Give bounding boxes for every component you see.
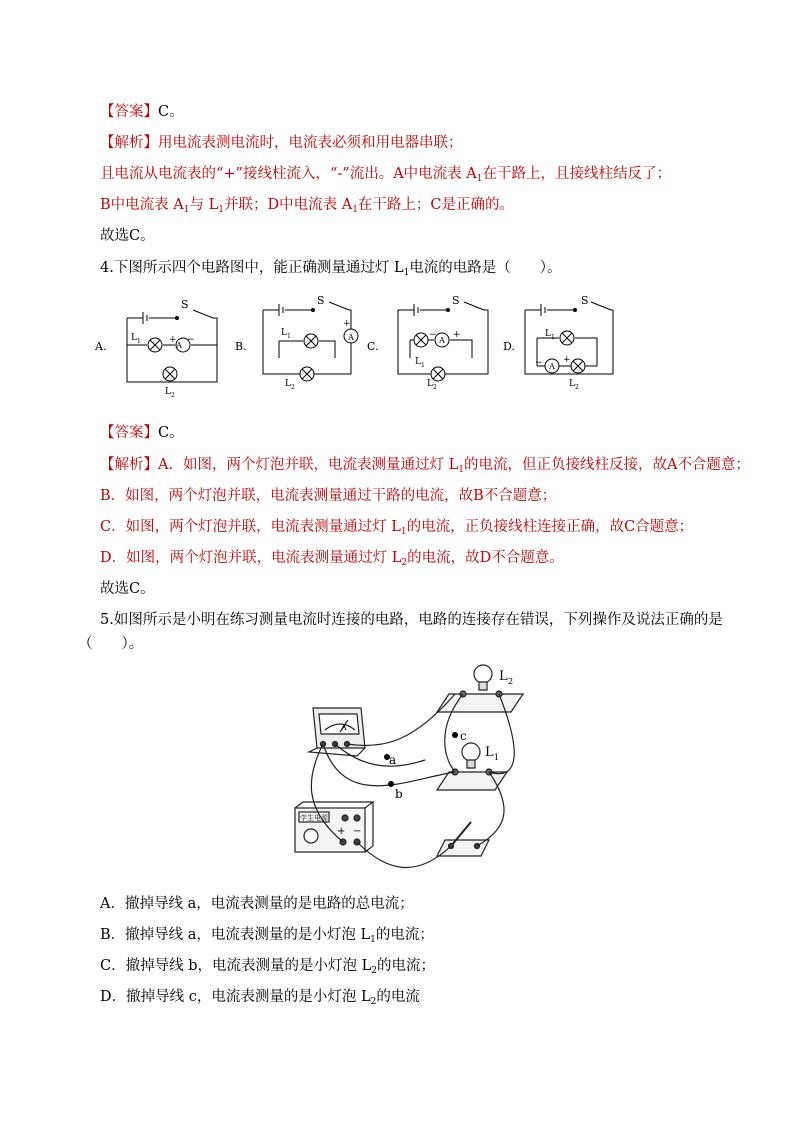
- subscript: 1: [183, 205, 190, 215]
- subscript: 1: [352, 205, 358, 215]
- lamp-board-l2: [437, 694, 523, 712]
- option-label-b: B.: [235, 340, 247, 353]
- label-l2: L: [499, 669, 508, 684]
- q5-option-b: [100, 925, 434, 950]
- switch-label: S: [452, 294, 460, 307]
- label-a: a: [389, 753, 397, 767]
- option-label-a: A.: [95, 340, 107, 353]
- bulb-l1-icon: [462, 743, 480, 761]
- lamp-board-l1: [437, 772, 507, 790]
- analysis-text: A．如图，两个灯泡并联，电流表测量通过灯 L: [158, 457, 459, 473]
- lamp-label: L: [285, 379, 291, 389]
- q5-option-a: A．撤掉导线 a，电流表测量的是电路的总电流；: [100, 896, 414, 912]
- answer-value: C。: [158, 425, 184, 441]
- q3-analysis-line3: [100, 195, 514, 220]
- power-supply-label: 学生电源: [300, 814, 328, 822]
- ammeter-symbol: A: [176, 341, 182, 350]
- subscript: 1: [370, 935, 376, 945]
- lamp-label: L: [165, 387, 171, 397]
- lamp-sub: 1: [421, 362, 425, 369]
- switch-label: S: [317, 294, 325, 307]
- q3-answer: [100, 102, 184, 122]
- label-l2-sub: 2: [508, 677, 514, 686]
- analysis-text: 并联；D中电流表 A: [223, 197, 353, 213]
- lamp-label: L: [545, 329, 551, 339]
- lamp-sub: 1: [287, 333, 291, 340]
- q4-analysis-b: B．如图，两个灯泡并联，电流表测量通过干路的电流，故B不合题意；: [100, 488, 557, 504]
- label-l1-sub: 1: [494, 753, 500, 762]
- bulb-l2-icon: [474, 665, 492, 683]
- plus-sign: +: [169, 335, 177, 345]
- answer-tag: 【答案】: [100, 104, 158, 120]
- circuit-a: [127, 310, 217, 382]
- ammeter-symbol: A: [348, 333, 354, 342]
- minus-sign: −: [429, 330, 437, 340]
- option-text: 的电流；: [375, 927, 434, 943]
- subscript: 1: [218, 205, 224, 215]
- q4-answer: [100, 423, 184, 443]
- option-text: C．撤掉导线 b，电流表测量的是小灯泡 L: [100, 958, 372, 974]
- analysis-text: 在干路上；C是正确的。: [357, 197, 515, 213]
- circuit-b: [263, 302, 358, 381]
- answer-value: C。: [158, 104, 184, 120]
- ammeter-symbol: A: [439, 336, 445, 345]
- analysis-text: 在干路上，且接线柱结反了；: [482, 166, 671, 182]
- lamp-sub: 2: [575, 384, 579, 391]
- q4-conclusion: 故选C。: [100, 581, 155, 597]
- switch-icon: [437, 840, 489, 856]
- analysis-text: B中电流表 A: [100, 197, 184, 213]
- lamp-sub: 2: [433, 384, 437, 391]
- q5-option-d: [100, 987, 420, 1012]
- option-text: 的电流: [376, 989, 420, 1005]
- plus-sign: +: [343, 319, 351, 329]
- q5-stem-line2: （ ）。: [78, 636, 144, 652]
- q4-circuit-diagrams: [95, 292, 635, 402]
- analysis-text: 与 L: [189, 197, 219, 213]
- plus-sign: +: [453, 330, 461, 340]
- label-c: c: [460, 729, 467, 743]
- label-b: b: [395, 787, 403, 801]
- stem-text: 电流的电路是（ ）。: [409, 260, 562, 276]
- lamp-label: L: [415, 357, 421, 367]
- minus-sign: −: [187, 335, 195, 345]
- switch-label: S: [581, 294, 589, 307]
- plus-sign: +: [337, 826, 346, 837]
- q5-stem-line1: 5.如图所示是小明在练习测量电流时连接的电路，电路的连接存在错误，下列操作及说法正确的是: [100, 612, 723, 628]
- analysis-tag: 【解析】: [100, 135, 158, 151]
- option-text: B．撤掉导线 a，电流表测量的是小灯泡 L: [100, 927, 371, 943]
- q3-analysis-line1: [100, 133, 463, 153]
- subscript: 1: [458, 465, 464, 475]
- lamp-sub: 1: [551, 334, 555, 341]
- stem-text: 4.下图所示四个电路图中，能正确测量通过灯 L: [100, 260, 404, 276]
- q3-conclusion: 故选C。: [100, 228, 155, 244]
- wire: [357, 842, 451, 868]
- lamp-sub: 1: [137, 338, 141, 345]
- option-label-c: C.: [367, 340, 379, 353]
- minus-sign: −: [353, 826, 362, 837]
- q3-analysis-line2: [100, 164, 671, 189]
- analysis-text: D．如图，两个灯泡并联，电流表测量通过灯 L: [100, 550, 402, 566]
- q5-circuit-figure: [285, 660, 525, 882]
- subscript: 1: [400, 527, 407, 537]
- lamp-label: L: [131, 333, 137, 343]
- lamp-label: L: [427, 379, 433, 389]
- analysis-text: 的电流，正负接线柱连接正确，故C合题意；: [406, 519, 694, 535]
- lamp-label: L: [281, 328, 287, 338]
- option-text: D．撤掉导线 c，电流表测量的是小灯泡 L: [100, 989, 371, 1005]
- analysis-tag: 【解析】: [100, 457, 158, 473]
- q4-analysis-a: [100, 455, 750, 480]
- lamp-label: L: [569, 379, 575, 389]
- minus-sign: −: [535, 358, 543, 368]
- switch-label: S: [181, 298, 189, 311]
- q5-option-c: [100, 956, 435, 981]
- answer-tag: 【答案】: [100, 425, 158, 441]
- subscript: 1: [476, 174, 483, 184]
- option-text: 的电流；: [376, 958, 435, 974]
- label-l1: L: [485, 745, 494, 760]
- lamp-sub: 2: [291, 384, 295, 391]
- ammeter-label: A: [341, 723, 347, 732]
- analysis-text: C．如图，两个灯泡并联，电流表测量通过灯 L: [100, 519, 401, 535]
- analysis-text: 的电流，故D不合题意。: [407, 550, 564, 566]
- lamp-sub: 2: [171, 392, 175, 399]
- plus-sign: +: [563, 355, 571, 365]
- subscript: 1: [403, 268, 410, 278]
- analysis-text: 且电流从电流表的“+”接线柱流入，“-”流出。A中电流表 A: [100, 166, 477, 182]
- q4-stem: [100, 258, 562, 283]
- q4-analysis-c: [100, 517, 693, 542]
- option-label-d: D.: [503, 340, 515, 353]
- ammeter-symbol: A: [549, 362, 555, 371]
- q4-analysis-d: [100, 548, 564, 573]
- analysis-text: 的电流，但正负接线柱反接，故A不合题意；: [463, 457, 750, 473]
- subscript: 2: [401, 558, 408, 568]
- subscript: 2: [371, 966, 377, 976]
- subscript: 2: [370, 997, 377, 1007]
- analysis-text: 用电流表测电流时，电流表必须和用电器串联；: [158, 135, 463, 151]
